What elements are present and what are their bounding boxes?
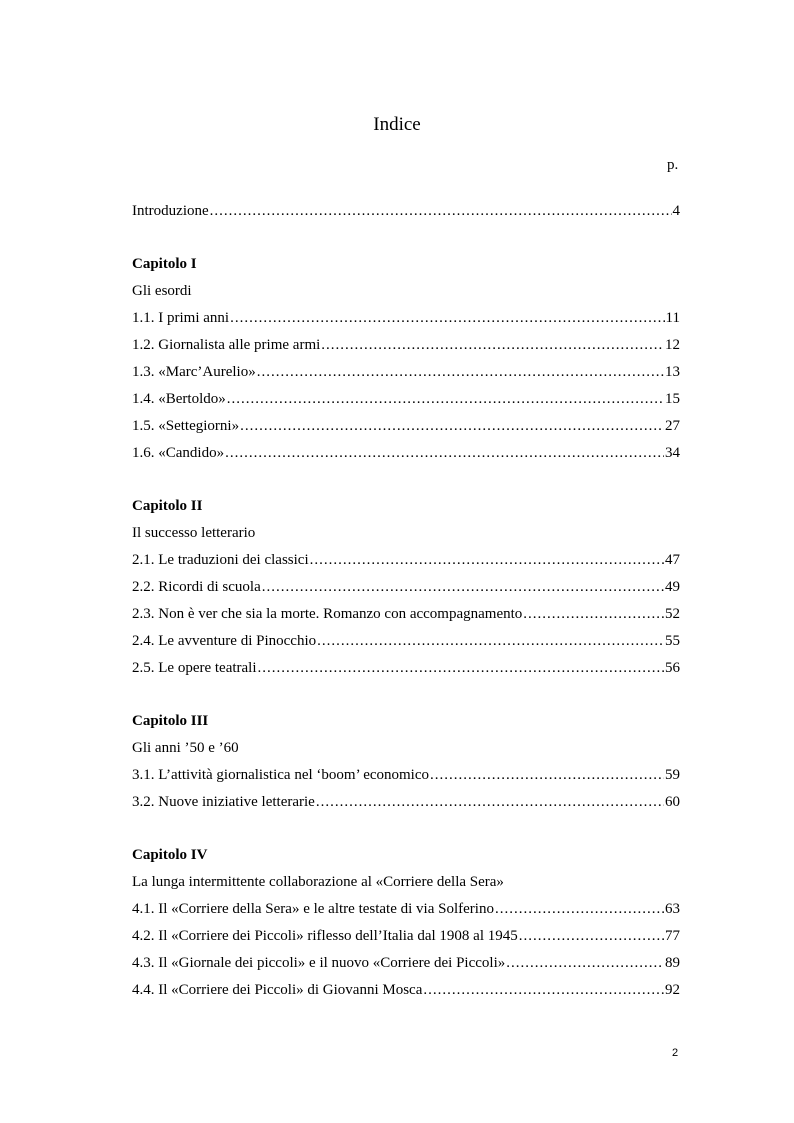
dot-leader (258, 655, 664, 682)
toc-entry-page: 59 (665, 767, 680, 783)
chapter-subtitle: La lunga intermittente collaborazione al «Corriere della Sera» (132, 874, 504, 890)
toc-entry-page: 11 (665, 310, 680, 326)
toc-entry[interactable] (132, 655, 680, 682)
toc-entry-page: 55 (665, 633, 680, 649)
toc-entry-label: 2.3. Non è ver che sia la morte. Romanzo con accompagnamento (132, 606, 523, 622)
toc-entry-page: 47 (665, 552, 680, 568)
toc-entry-label: 1.6. «Candido» (132, 445, 225, 461)
toc-entry-label: 1.1. I primi anni (132, 310, 230, 326)
toc-entry[interactable] (132, 332, 680, 359)
toc-entry[interactable] (132, 923, 680, 950)
dot-leader (227, 386, 664, 413)
toc-entry-page: 34 (665, 445, 680, 461)
chapter-subtitle: Gli anni ’50 e ’60 (132, 740, 239, 756)
toc-entry-page: 60 (665, 794, 680, 810)
dot-leader (506, 950, 664, 977)
toc-entry-page: 12 (665, 337, 680, 353)
toc-entry-label: 4.3. Il «Giornale dei piccoli» e il nuovo «Corriere dei Piccoli» (132, 955, 506, 971)
toc-entry-label: 1.2. Giornalista alle prime armi (132, 337, 321, 353)
toc-entry-label: 3.2. Nuove iniziative letterarie (132, 794, 315, 810)
toc-entry[interactable] (132, 950, 680, 977)
toc-entry-page: 13 (665, 364, 680, 380)
dot-leader (257, 359, 664, 386)
toc-entry[interactable] (132, 601, 680, 628)
dot-leader (262, 574, 664, 601)
toc-entry[interactable] (132, 386, 680, 413)
chapter-heading: Capitolo II (132, 498, 203, 514)
toc-entry-label: Introduzione (132, 203, 209, 219)
toc-entry-label: 4.4. Il «Corriere dei Piccoli» di Giovanni Mosca (132, 982, 423, 998)
chapter-subtitle: Il successo letterario (132, 525, 256, 541)
toc-entry-page: 4 (672, 203, 680, 219)
toc-entry[interactable] (132, 762, 680, 789)
toc-entry[interactable] (132, 305, 680, 332)
toc-entry[interactable] (132, 789, 680, 816)
toc-entry[interactable] (132, 547, 680, 574)
table-of-contents (132, 198, 680, 1004)
chapter-subtitle: Gli esordi (132, 283, 192, 299)
toc-entry-page: 52 (665, 606, 680, 622)
dot-leader (495, 896, 664, 923)
toc-entry-page: 92 (665, 982, 680, 998)
dot-leader (225, 440, 664, 467)
toc-entry[interactable] (132, 440, 680, 467)
toc-entry-page: 63 (665, 901, 680, 917)
toc-entry[interactable] (132, 574, 680, 601)
toc-entry[interactable] (132, 896, 680, 923)
toc-entry-label: 2.1. Le traduzioni dei classici (132, 552, 309, 568)
toc-entry[interactable] (132, 359, 680, 386)
toc-entry-label: 2.2. Ricordi di scuola (132, 579, 261, 595)
toc-entry-label: 1.5. «Settegiorni» (132, 418, 240, 434)
dot-leader (230, 305, 664, 332)
dot-leader (240, 413, 664, 440)
dot-leader (210, 198, 672, 225)
toc-entry-page: 27 (665, 418, 680, 434)
dot-leader (316, 789, 664, 816)
toc-entry-page: 15 (665, 391, 680, 407)
chapter-heading: Capitolo I (132, 256, 197, 272)
dot-leader (317, 628, 664, 655)
page-title: Indice (373, 114, 421, 135)
page-number: 2 (672, 1047, 679, 1059)
dot-leader (519, 923, 664, 950)
toc-entry-label: 2.5. Le opere teatrali (132, 660, 257, 676)
toc-entry-page: 56 (665, 660, 680, 676)
toc-entry[interactable] (132, 628, 680, 655)
toc-entry-page: 89 (665, 955, 680, 971)
dot-leader (430, 762, 664, 789)
toc-entry-label: 1.4. «Bertoldo» (132, 391, 226, 407)
dot-leader (321, 332, 664, 359)
toc-entry-label: 4.1. Il «Corriere della Sera» e le altre testate di via Solferino (132, 901, 494, 917)
toc-entry-label: 2.4. Le avventure di Pinocchio (132, 633, 317, 649)
toc-entry[interactable] (132, 413, 680, 440)
chapter-heading: Capitolo IV (132, 847, 208, 863)
toc-entry-introduction[interactable] (132, 198, 680, 225)
chapter-heading: Capitolo III (132, 713, 209, 729)
dot-leader (523, 601, 664, 628)
toc-entry[interactable] (132, 977, 680, 1004)
toc-entry-page: 77 (665, 928, 680, 944)
toc-entry-label: 3.1. L’attività giornalistica nel ‘boom’ economico (132, 767, 430, 783)
page-column-label: p. (667, 157, 679, 173)
toc-entry-label: 1.3. «Marc’Aurelio» (132, 364, 256, 380)
toc-entry-label: 4.2. Il «Corriere dei Piccoli» riflesso dell’Italia dal 1908 al 1945 (132, 928, 518, 944)
dot-leader (310, 547, 664, 574)
toc-entry-page: 49 (665, 579, 680, 595)
dot-leader (423, 977, 664, 1004)
